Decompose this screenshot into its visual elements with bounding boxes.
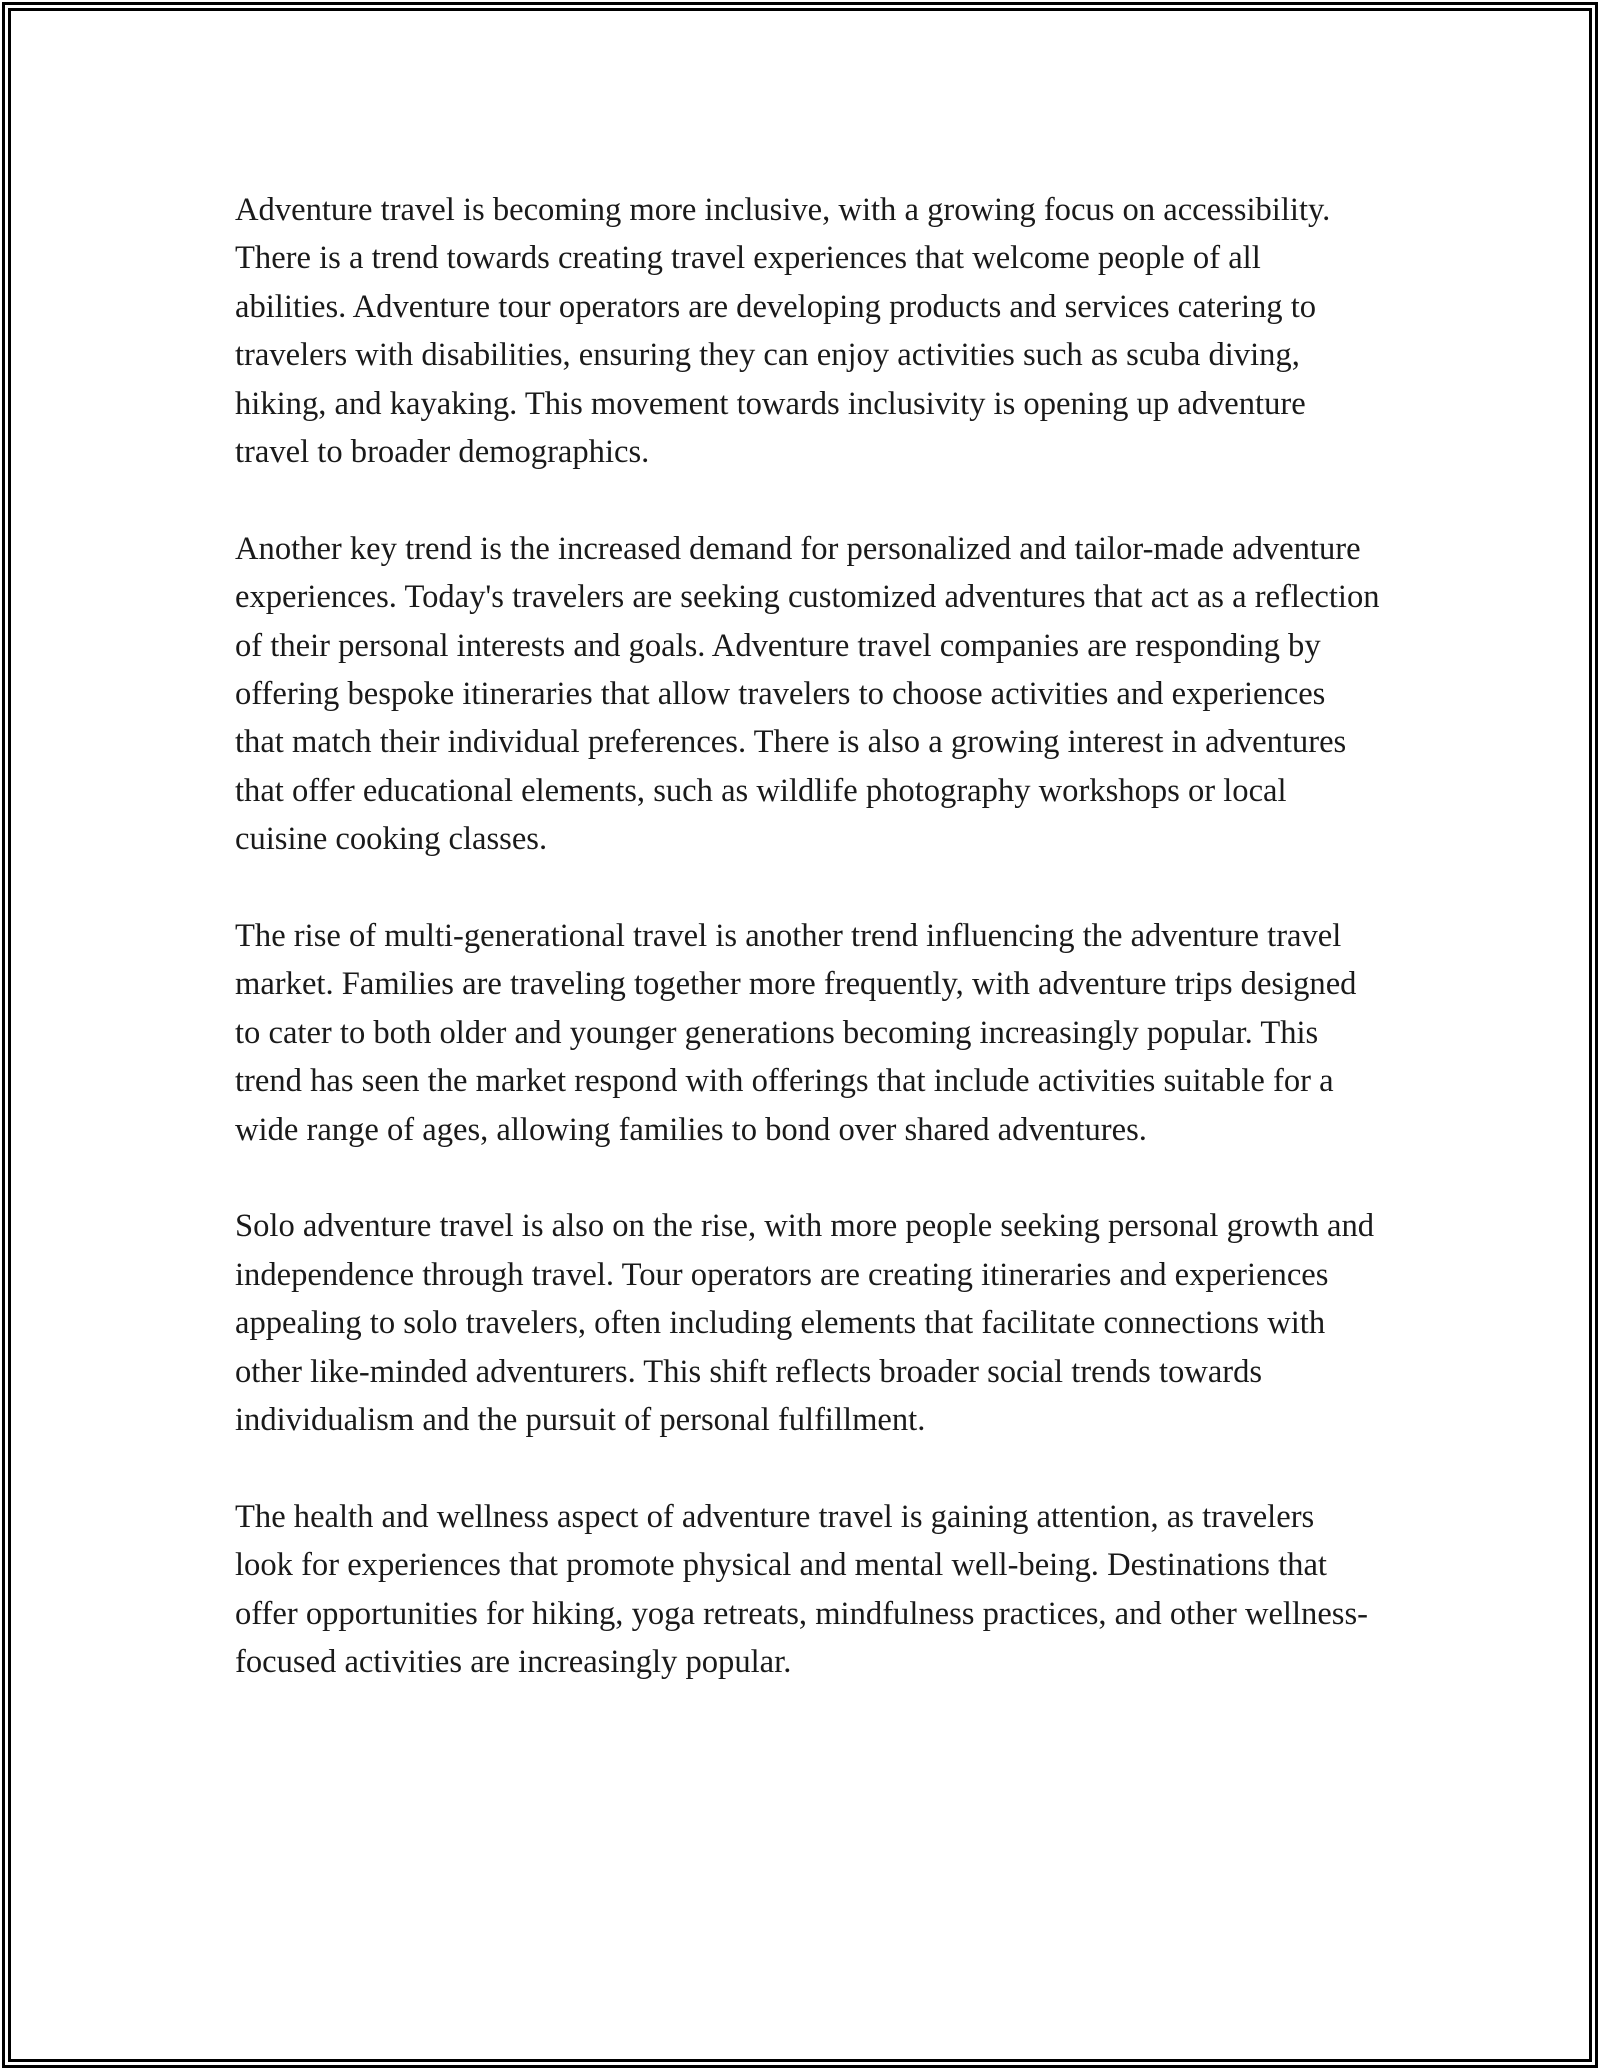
paragraph-inclusivity: Adventure travel is becoming more inclusive, with a growing focus on accessibility. There is a trend towards creating travel experiences that welcome people of all abilities. Adventure tour operators are developing products and services catering to travelers with disabilities, ensuring they can enjoy activities such as scuba diving, hiking, and kayaking. This movement towards inclusivity is opening up adventure travel to broader demographics. bbox=[235, 192, 1331, 471]
paragraph-multi-generational: The rise of multi-generational travel is another trend influencing the adventure travel market. Families are traveling together more frequently, with adventure trips designed to cater to both older and younger generations becoming increasingly popular. This trend has seen the market respond with offerings that include activities suitable for a wide range of ages, allowing families to bond over shared adventures. bbox=[235, 918, 1357, 1148]
paragraph-solo-travel: Solo adventure travel is also on the rise, with more people seeking personal growth and independence through travel. Tour operators are creating itineraries and experiences appealing to solo travelers, often including elements that facilitate connections with other like-minded adventurers. This shift reflects broader social trends towards individualism and the pursuit of personal fulfillment. bbox=[235, 1208, 1375, 1439]
paragraph-health-wellness: The health and wellness aspect of adventure travel is gaining attention, as travelers look for experiences that promote physical and mental well-being. Destinations that offer opportunities for hiking, yoga retreats, mindfulness practices, and other wellness-focused activities are increasingly popular. bbox=[235, 1498, 1368, 1681]
document-body bbox=[235, 186, 1380, 1735]
paragraph-personalization: Another key trend is the increased demand for personalized and tailor-made adventure experiences. Today's travelers are seeking customized adventures that act as a reflection of their personal interests and goals. Adventure travel companies are responding by offering bespoke itineraries that allow travelers to choose activities and experiences that match their individual preferences. There is also a growing interest in adventures that offer educational elements, such as wildlife photography workshops or local cuisine cooking classes. bbox=[235, 530, 1380, 858]
